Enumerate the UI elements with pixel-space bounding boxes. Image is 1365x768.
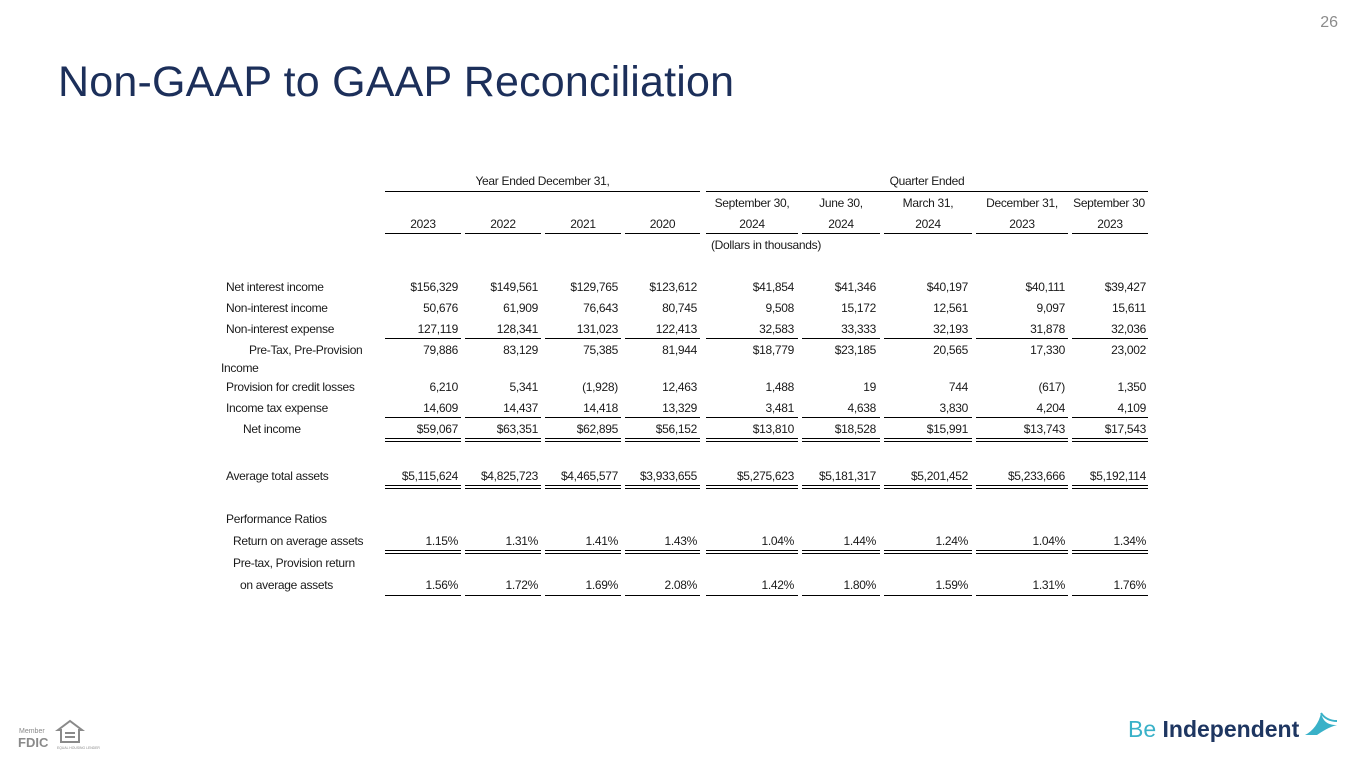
table-cell: 14,609 <box>423 401 458 415</box>
table-cell: 1.24% <box>935 534 968 548</box>
table-cell: $13,743 <box>1023 422 1065 436</box>
column-header: 2020 <box>649 217 676 231</box>
table-cell: $39,427 <box>1104 280 1146 294</box>
column-header: 2022 <box>490 217 516 231</box>
table-cell: $149,561 <box>490 280 538 294</box>
table-cell: 14,437 <box>503 401 538 415</box>
table-cell: 79,886 <box>423 343 458 357</box>
table-cell: $62,895 <box>576 422 618 436</box>
row-label: Net interest income <box>226 280 324 294</box>
row-label: Income tax expense <box>226 401 328 415</box>
column-header: 2023 <box>1009 217 1035 231</box>
table-cell: 81,944 <box>662 343 697 357</box>
fdic-logo-icon <box>18 720 100 752</box>
row-label-continued: Income <box>221 361 259 375</box>
table-cell: 9,508 <box>765 301 794 315</box>
brand-independent: Independent <box>1162 716 1300 742</box>
table-cell: 1.41% <box>585 534 618 548</box>
table-cell: 744 <box>948 380 968 394</box>
table-cell: $123,612 <box>649 280 697 294</box>
table-cell: 3,481 <box>765 401 794 415</box>
table-cell: $41,854 <box>752 280 794 294</box>
table-cell: 33,333 <box>841 322 876 336</box>
table-cell: $40,111 <box>1025 280 1065 294</box>
bird-logo-icon <box>1303 709 1339 737</box>
column-header: September 30, <box>714 196 790 210</box>
row-label: Net income <box>243 422 301 436</box>
table-cell: 1.72% <box>505 578 538 592</box>
table-cell: $5,275,623 <box>736 469 794 483</box>
table-cell: (1,928) <box>582 380 618 394</box>
table-cell: 9,097 <box>1036 301 1065 315</box>
table-cell: 1.15% <box>425 534 458 548</box>
table-cell: 4,638 <box>847 401 876 415</box>
table-cell: 23,002 <box>1111 343 1146 357</box>
column-header: 2024 <box>828 217 854 231</box>
table-cell: 1.76% <box>1113 578 1146 592</box>
table-cell: 17,330 <box>1030 343 1065 357</box>
table-cell: 1,488 <box>765 380 794 394</box>
table-cell: 1.59% <box>935 578 968 592</box>
column-header: March 31, <box>902 196 954 210</box>
row-label: Pre-Tax, Pre-Provision <box>249 343 363 357</box>
column-header: 2023 <box>1097 217 1123 231</box>
table-cell: $18,779 <box>752 343 794 357</box>
table-cell: 131,023 <box>576 322 618 336</box>
column-header: September 30 <box>1073 196 1145 210</box>
table-cell: $15,991 <box>926 422 968 436</box>
column-header: 2023 <box>410 217 436 231</box>
quarter-group-header: Quarter Ended <box>889 174 965 188</box>
row-label: Non-interest income <box>226 301 328 315</box>
table-cell: 4,204 <box>1036 401 1065 415</box>
table-cell: 32,193 <box>933 322 968 336</box>
table-cell: $41,346 <box>834 280 876 294</box>
table-cell: $59,067 <box>416 422 458 436</box>
table-cell: $40,197 <box>926 280 968 294</box>
table-cell: $4,825,723 <box>480 469 538 483</box>
table-cell: 1.80% <box>843 578 876 592</box>
table-cell: 6,210 <box>429 380 458 394</box>
brand-be: Be <box>1128 716 1157 742</box>
table-cell: $4,465,577 <box>560 469 618 483</box>
table-cell: 80,745 <box>662 301 697 315</box>
table-cell: 19 <box>863 380 876 394</box>
table-cell: 15,172 <box>841 301 876 315</box>
table-cell: $56,152 <box>655 422 697 436</box>
row-label-continued: on average assets <box>240 578 333 592</box>
fdic-equal-housing-logo <box>18 720 100 752</box>
table-cell: $5,115,624 <box>401 469 458 483</box>
brand-logo <box>1128 716 1299 743</box>
table-cell: $13,810 <box>752 422 794 436</box>
units-note: (Dollars in thousands) <box>710 238 822 252</box>
table-cell: $18,528 <box>834 422 876 436</box>
table-cell: $3,933,655 <box>639 469 697 483</box>
table-cell: $156,329 <box>410 280 458 294</box>
table-cell: 2.08% <box>664 578 697 592</box>
table-cell: 3,830 <box>939 401 968 415</box>
table-cell: 12,463 <box>662 380 697 394</box>
column-header: December 31, <box>986 196 1058 210</box>
row-label: Non-interest expense <box>226 322 335 336</box>
table-cell: 1.04% <box>1032 534 1065 548</box>
fdic-text: FDIC <box>18 735 49 750</box>
table-cell: $23,185 <box>834 343 876 357</box>
table-cell: 12,561 <box>933 301 968 315</box>
table-cell: 1,350 <box>1117 380 1146 394</box>
table-cell: 1.04% <box>761 534 794 548</box>
table-cell: $129,765 <box>570 280 618 294</box>
column-header: June 30, <box>819 196 863 210</box>
column-header: 2021 <box>570 217 596 231</box>
table-cell: 61,909 <box>503 301 538 315</box>
table-cell: 32,036 <box>1111 322 1146 336</box>
table-cell: 14,418 <box>583 401 618 415</box>
table-cell: 1.42% <box>761 578 794 592</box>
table-cell: 15,611 <box>1111 301 1146 315</box>
row-label: Pre-tax, Provision return <box>233 556 355 570</box>
equal-housing-text: EQUAL HOUSING LENDER <box>57 746 100 750</box>
table-cell: 50,676 <box>423 301 458 315</box>
page-title: Non-GAAP to GAAP Reconciliation <box>58 58 735 106</box>
table-cell: 5,341 <box>509 380 538 394</box>
column-header: 2024 <box>915 217 941 231</box>
table-cell: (617) <box>1038 380 1065 394</box>
table-cell: 1.43% <box>664 534 697 548</box>
table-cell: $63,351 <box>496 422 538 436</box>
table-cell: 32,583 <box>759 322 794 336</box>
ratios-heading: Performance Ratios <box>226 512 327 526</box>
row-label: Return on average assets <box>233 534 364 548</box>
table-cell: 128,341 <box>496 322 538 336</box>
table-cell: $5,192,114 <box>1089 469 1146 483</box>
table-cell: $5,181,317 <box>818 469 876 483</box>
row-label: Provision for credit losses <box>226 380 355 394</box>
table-cell: 1.31% <box>505 534 538 548</box>
table-cell: 1.31% <box>1032 578 1065 592</box>
table-cell: 31,878 <box>1030 322 1065 336</box>
year-group-header: Year Ended December 31, <box>475 174 610 188</box>
fdic-member-text: Member <box>19 728 45 735</box>
table-cell: 75,385 <box>583 343 618 357</box>
page-number: 26 <box>1320 14 1338 31</box>
table-cell: 1.69% <box>585 578 618 592</box>
table-cell: 122,413 <box>655 322 697 336</box>
table-cell: $5,233,666 <box>1007 469 1065 483</box>
table-cell: 1.44% <box>843 534 876 548</box>
table-cell: 127,119 <box>417 322 458 336</box>
table-cell: 83,129 <box>503 343 538 357</box>
row-label: Average total assets <box>226 469 329 483</box>
column-header: 2024 <box>739 217 765 231</box>
table-cell: $17,543 <box>1104 422 1146 436</box>
equal-housing-icon <box>58 721 82 742</box>
table-cell: 13,329 <box>662 401 697 415</box>
table-cell: 4,109 <box>1117 401 1146 415</box>
table-cell: 20,565 <box>933 343 968 357</box>
table-cell: 76,643 <box>583 301 618 315</box>
table-cell: $5,201,452 <box>910 469 968 483</box>
table-cell: 1.56% <box>425 578 458 592</box>
table-cell: 1.34% <box>1113 534 1146 548</box>
